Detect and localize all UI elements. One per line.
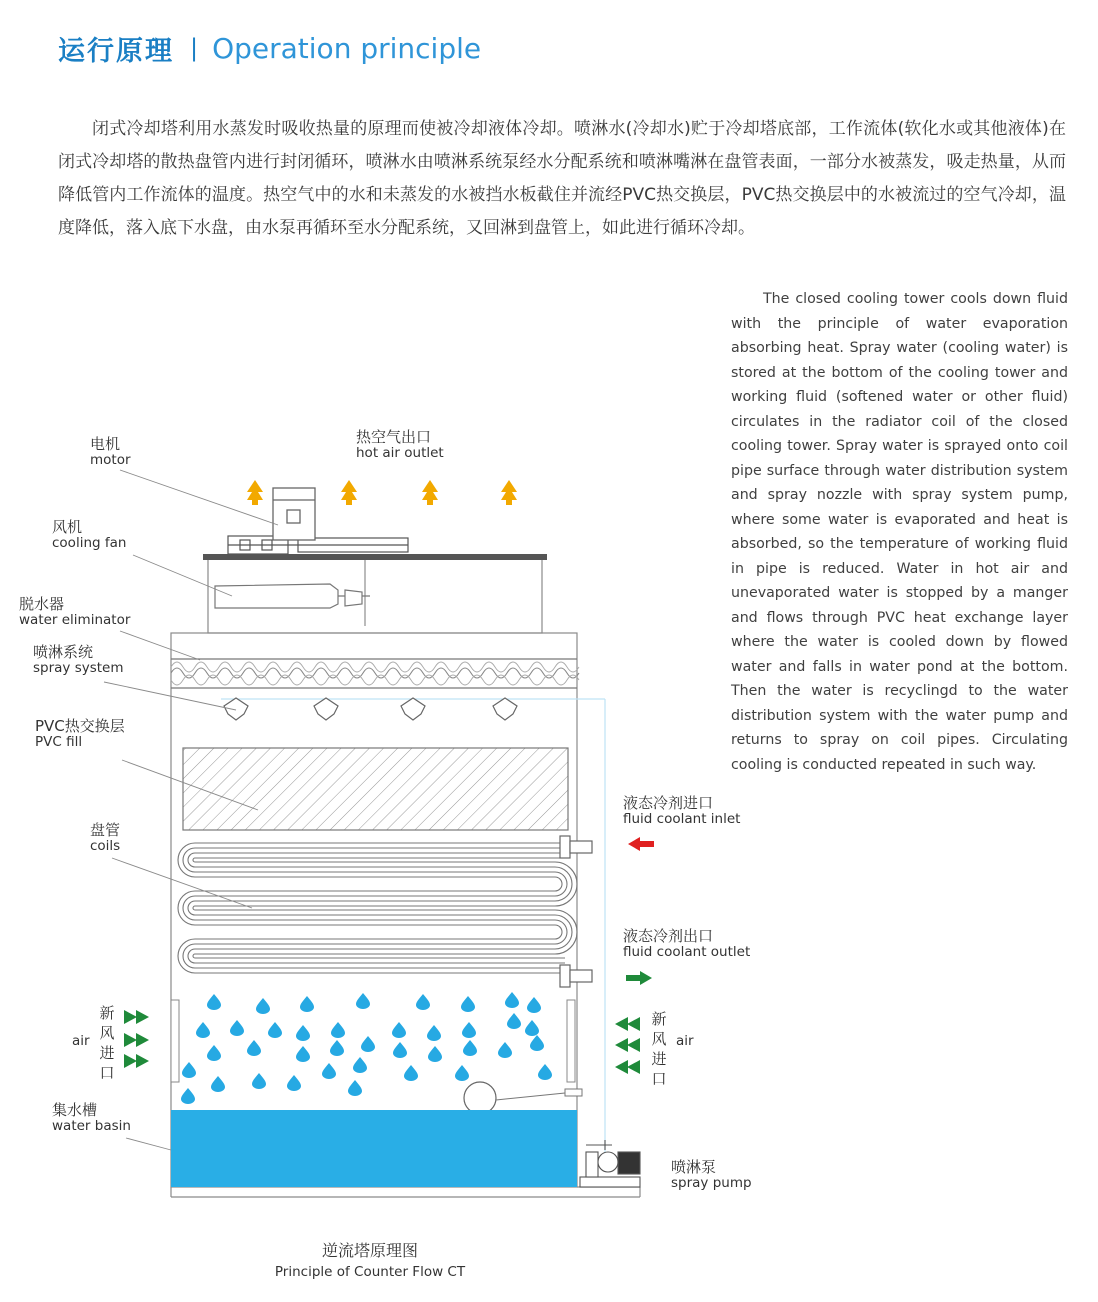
inlet-label	[623, 795, 740, 828]
motor-label	[90, 436, 131, 469]
pump-label-cn: 喷淋泵	[671, 1158, 717, 1176]
coils-label-cn: 盘管	[90, 821, 121, 839]
fresh-air-label-left	[99, 1003, 115, 1083]
cooling-fan-blade	[215, 584, 370, 608]
motor-label-cn: 电机	[90, 435, 121, 453]
basin-label	[52, 1102, 131, 1135]
fresh-air-char: 风	[99, 1024, 115, 1042]
air-arrows-right	[615, 1017, 640, 1074]
fresh-air-char: 新	[99, 1004, 115, 1022]
pump-label	[671, 1159, 752, 1192]
intro-paragraph-en: The closed cooling tower cools down fluid with the principle of water evaporation absorbing heat. Spray water (cooling water) is stored at the bottom of the cooling tower and working fluid (softened water or other fluid) circulates in the radiator coil of the closed cooling tower. Spray water is sprayed onto coil pipe surface through water distribution system and spray nozzle with spray system pump, where some water is evaporated and heat is absorbed, so the temperature of working fluid in pipe is reduced. Water in hot air and unevaporated water is stopped by a manger and flows through PVC heat exchange layer where the water is cooled down by flowed water and falls in water pond at the bottom. Then the water is recyclingd to the water distribution system with the water pump and returns to spray on coil pipes. Circulating cooling is conducted repeated in such way.	[731, 291, 1068, 773]
hot-air-label-en: hot air outlet	[356, 445, 444, 462]
water-droplets	[181, 992, 552, 1104]
fresh-air-char: 风	[651, 1030, 667, 1048]
inlet-label-cn: 液态冷剂进口	[623, 794, 714, 812]
spray-system-label-cn: 喷淋系统	[33, 643, 94, 661]
title-en: Operation principle	[212, 31, 482, 65]
figure-caption-en: Principle of Counter Flow CT	[274, 1264, 466, 1280]
fresh-air-char: 口	[651, 1070, 667, 1088]
eliminator-label-en: water eliminator	[19, 612, 131, 629]
outlet-arrow	[626, 971, 652, 985]
outlet-label	[623, 928, 750, 961]
water-basin	[171, 1110, 577, 1187]
air-louver-right	[567, 1000, 575, 1082]
air-louver-left	[171, 1000, 179, 1082]
eliminator-label-cn: 脱水器	[19, 595, 65, 613]
motor-body	[273, 488, 315, 540]
pump-label-en: spray pump	[671, 1175, 752, 1192]
fan-deck	[203, 554, 547, 560]
title-separator: |	[190, 34, 199, 62]
fan-label-en: cooling fan	[52, 535, 127, 552]
pvc-fill	[183, 748, 568, 830]
spray-system-label-en: spray system	[33, 660, 124, 677]
fresh-air-char: 进	[99, 1044, 115, 1062]
basin-label-cn: 集水槽	[52, 1101, 98, 1119]
pvc-fill-label	[35, 718, 125, 751]
coils-label-en: coils	[90, 838, 121, 855]
air-label-right: air	[676, 1033, 694, 1049]
coil-headers	[560, 836, 592, 987]
eliminator-label	[19, 596, 130, 629]
fan-label	[52, 519, 126, 552]
pvc-fill-label-en: PVC fill	[35, 734, 83, 751]
hot-air-label-cn: 热空气出口	[356, 428, 432, 446]
coil-bundle	[178, 843, 577, 973]
spray-system-label	[33, 644, 124, 677]
basin-label-en: water basin	[52, 1118, 131, 1135]
fresh-air-char: 进	[651, 1050, 667, 1068]
pvc-fill-label-cn: PVC热交换层	[35, 717, 125, 735]
fan-label-cn: 风机	[52, 518, 83, 536]
figure-caption-cn: 逆流塔原理图	[321, 1241, 418, 1260]
inlet-arrow	[628, 837, 654, 851]
inlet-label-en: fluid coolant inlet	[623, 811, 741, 828]
float-valve	[464, 1082, 496, 1114]
fresh-air-label-right	[651, 1009, 667, 1089]
fresh-air-char: 新	[651, 1010, 667, 1028]
water-eliminator	[171, 659, 579, 688]
fan-frame	[228, 536, 408, 554]
title-cn: 运行原理	[58, 35, 174, 67]
air-arrows-left	[124, 1010, 149, 1068]
spray-pump-icon	[580, 1140, 640, 1187]
outlet-label-en: fluid coolant outlet	[623, 944, 751, 961]
return-pipe	[598, 699, 605, 1160]
air-label-left: air	[72, 1033, 90, 1049]
fresh-air-char: 口	[99, 1064, 115, 1082]
outlet-label-cn: 液态冷剂出口	[623, 927, 714, 945]
spray-nozzles	[224, 698, 517, 720]
motor-label-en: motor	[90, 452, 131, 469]
hot-air-label	[356, 429, 444, 462]
coils-label	[90, 822, 120, 855]
intro-paragraph-cn: 闭式冷却塔利用水蒸发时吸收热量的原理而使被冷却液体冷却。喷淋水(冷却水)贮于冷却塔底部，工作流体(软化水或其他液体)在闭式冷却塔的散热盘管内进行封闭循环，喷淋水由喷淋系统泵经水分配系统和喷淋嘴淋在盘管表面，一部分水被蒸发，吸走热量，从而降低管内工作流体的温度。热空气中的水和未蒸发的水被挡水板截住并流经PVC热交换层，PVC热交换层中的水被流过的空气冷却，温度降低，落入底下水盘，由水泵再循环至水分配系统，又回淋到盘管上，如此进行循环冷却。	[58, 119, 1066, 238]
